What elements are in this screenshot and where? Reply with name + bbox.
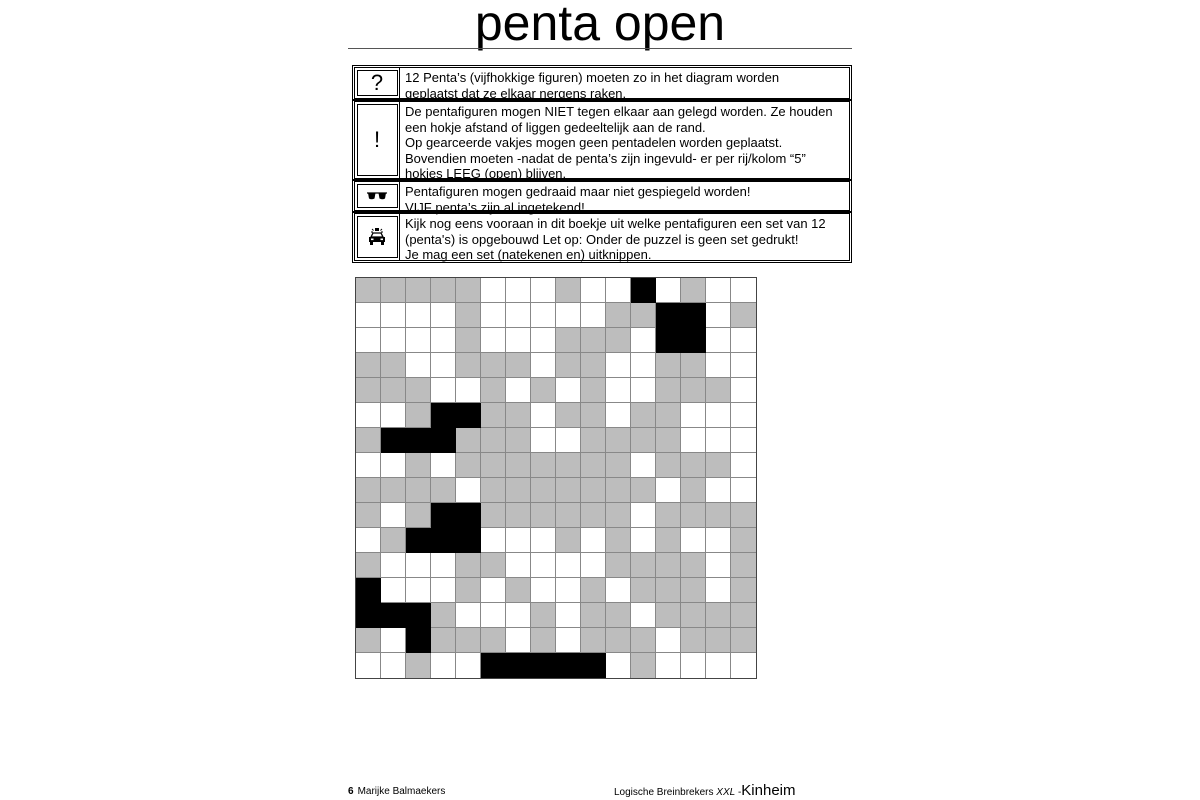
book-title: Logische Breinbrekers (614, 787, 717, 798)
instruction-text-rules: De pentafiguren mogen NIET tegen elkaar aan gelegd worden. Ze houden een hokje afstand of liggen gedeeltelijk aan de rand. Op gearceerde vakjes mogen geen pentadelen worden geplaatst. Bovendien moeten -nadat de penta’s zijn ingevuld- er per rij/kolom “5” hokjes LEEG (open) blijven. (405, 104, 833, 181)
grid-cell-penta[interactable] (356, 603, 381, 628)
grid-cell-open[interactable] (531, 278, 556, 303)
grid-cell-open[interactable] (731, 453, 756, 478)
grid-cell-shaded[interactable] (506, 353, 531, 378)
grid-cell-open[interactable] (506, 378, 531, 403)
grid-cell-open[interactable] (706, 328, 731, 353)
grid-cell-shaded[interactable] (431, 603, 456, 628)
grid-cell-shaded[interactable] (506, 453, 531, 478)
grid-cell-open[interactable] (606, 278, 631, 303)
grid-cell-open[interactable] (631, 328, 656, 353)
grid-cell-shaded[interactable] (681, 478, 706, 503)
grid-cell-open[interactable] (606, 353, 631, 378)
grid-cell-open[interactable] (481, 278, 506, 303)
grid-cell-shaded[interactable] (481, 503, 506, 528)
grid-cell-shaded[interactable] (706, 453, 731, 478)
grid-cell-shaded[interactable] (456, 453, 481, 478)
page-title: penta open (474, 0, 726, 51)
grid-cell-open[interactable] (706, 428, 731, 453)
grid-cell-shaded[interactable] (456, 328, 481, 353)
grid-cell-shaded[interactable] (706, 628, 731, 653)
grid-cell-shaded[interactable] (531, 478, 556, 503)
grid-cell-open[interactable] (556, 553, 581, 578)
grid-cell-penta[interactable] (456, 528, 481, 553)
grid-cell-shaded[interactable] (356, 478, 381, 503)
grid-cell-shaded[interactable] (381, 478, 406, 503)
grid-cell-open[interactable] (631, 503, 656, 528)
exclamation-mark-symbol: ! (373, 127, 381, 152)
grid-cell-shaded[interactable] (606, 303, 631, 328)
grid-cell-open[interactable] (456, 653, 481, 678)
grid-cell-open[interactable] (406, 578, 431, 603)
grid-cell-open[interactable] (556, 603, 581, 628)
grid-cell-open[interactable] (431, 653, 456, 678)
grid-cell-shaded[interactable] (681, 278, 706, 303)
question-mark-icon (355, 68, 400, 98)
grid-cell-open[interactable] (481, 303, 506, 328)
grid-cell-shaded[interactable] (356, 378, 381, 403)
grid-cell-open[interactable] (731, 403, 756, 428)
grid-cell-shaded[interactable] (581, 453, 606, 478)
grid-cell-shaded[interactable] (581, 428, 606, 453)
grid-cell-shaded[interactable] (456, 578, 481, 603)
grid-cell-open[interactable] (656, 628, 681, 653)
grid-cell-shaded[interactable] (631, 478, 656, 503)
author-name: Marijke Balmaekers (357, 786, 446, 797)
grid-cell-shaded[interactable] (606, 553, 631, 578)
grid-cell-shaded[interactable] (481, 478, 506, 503)
grid-cell-shaded[interactable] (731, 553, 756, 578)
grid-cell-shaded[interactable] (681, 378, 706, 403)
grid-cell-open[interactable] (531, 428, 556, 453)
grid-cell-open[interactable] (431, 378, 456, 403)
grid-cell-open[interactable] (531, 403, 556, 428)
grid-cell-open[interactable] (631, 453, 656, 478)
grid-cell-penta[interactable] (406, 428, 431, 453)
grid-cell-shaded[interactable] (731, 303, 756, 328)
grid-cell-shaded[interactable] (481, 628, 506, 653)
grid-cell-open[interactable] (706, 578, 731, 603)
instruction-row-goal (354, 67, 850, 99)
grid-cell-open[interactable] (681, 653, 706, 678)
grid-cell-shaded[interactable] (456, 353, 481, 378)
grid-cell-shaded[interactable] (606, 603, 631, 628)
publisher-name: Kinheim (741, 782, 796, 799)
grid-cell-shaded[interactable] (581, 378, 606, 403)
grid-cell-open[interactable] (506, 328, 531, 353)
grid-cell-shaded[interactable] (581, 578, 606, 603)
grid-cell-open[interactable] (731, 278, 756, 303)
grid-cell-shaded[interactable] (681, 353, 706, 378)
grid-cell-open[interactable] (731, 378, 756, 403)
grid-cell-penta[interactable] (381, 603, 406, 628)
grid-cell-shaded[interactable] (681, 453, 706, 478)
grid-cell-penta[interactable] (431, 528, 456, 553)
grid-cell-shaded[interactable] (406, 403, 431, 428)
grid-cell-shaded[interactable] (631, 653, 656, 678)
grid-cell-open[interactable] (481, 328, 506, 353)
grid-cell-open[interactable] (431, 453, 456, 478)
grid-cell-open[interactable] (406, 328, 431, 353)
grid-cell-shaded[interactable] (556, 278, 581, 303)
grid-cell-open[interactable] (531, 328, 556, 353)
grid-cell-open[interactable] (381, 578, 406, 603)
grid-cell-penta[interactable] (681, 303, 706, 328)
grid-cell-shaded[interactable] (506, 403, 531, 428)
grid-cell-open[interactable] (656, 278, 681, 303)
grid-cell-shaded[interactable] (506, 428, 531, 453)
grid-cell-penta[interactable] (356, 578, 381, 603)
grid-cell-shaded[interactable] (656, 353, 681, 378)
instruction-row-hint (354, 181, 850, 215)
grid-cell-shaded[interactable] (606, 528, 631, 553)
grid-cell-shaded[interactable] (606, 428, 631, 453)
grid-cell-shaded[interactable] (556, 353, 581, 378)
grid-cell-open[interactable] (356, 453, 381, 478)
grid-cell-shaded[interactable] (656, 378, 681, 403)
grid-cell-shaded[interactable] (731, 603, 756, 628)
grid-cell-shaded[interactable] (581, 328, 606, 353)
grid-cell-open[interactable] (381, 453, 406, 478)
page-number: 6 (348, 786, 354, 797)
grid-cell-penta[interactable] (506, 653, 531, 678)
grid-cell-open[interactable] (531, 303, 556, 328)
grid-cell-open[interactable] (706, 528, 731, 553)
grid-cell-shaded[interactable] (481, 453, 506, 478)
grid-cell-shaded[interactable] (631, 403, 656, 428)
grid-cell-open[interactable] (581, 303, 606, 328)
grid-cell-open[interactable] (531, 353, 556, 378)
grid-cell-shaded[interactable] (406, 503, 431, 528)
grid-cell-shaded[interactable] (406, 453, 431, 478)
grid-cell-open[interactable] (706, 303, 731, 328)
grid-cell-shaded[interactable] (456, 628, 481, 653)
grid-cell-open[interactable] (431, 353, 456, 378)
grid-cell-shaded[interactable] (556, 453, 581, 478)
grid-cell-shaded[interactable] (656, 528, 681, 553)
grid-cell-open[interactable] (506, 528, 531, 553)
grid-cell-open[interactable] (506, 278, 531, 303)
grid-cell-open[interactable] (681, 403, 706, 428)
grid-cell-open[interactable] (731, 653, 756, 678)
exclamation-mark-icon (355, 102, 400, 178)
grid-cell-open[interactable] (506, 303, 531, 328)
grid-cell-shaded[interactable] (681, 628, 706, 653)
grid-cell-open[interactable] (731, 428, 756, 453)
grid-cell-penta[interactable] (481, 653, 506, 678)
grid-cell-shaded[interactable] (406, 278, 431, 303)
grid-cell-open[interactable] (506, 628, 531, 653)
grid-cell-shaded[interactable] (456, 428, 481, 453)
police-car-icon (355, 214, 400, 260)
grid-cell-shaded[interactable] (531, 378, 556, 403)
grid-cell-open[interactable] (406, 553, 431, 578)
grid-cell-shaded[interactable] (656, 453, 681, 478)
grid-cell-shaded[interactable] (606, 328, 631, 353)
grid-cell-open[interactable] (481, 603, 506, 628)
grid-cell-shaded[interactable] (506, 478, 531, 503)
sunglasses-icon (355, 182, 400, 210)
footer-left (348, 786, 445, 797)
instruction-text-goal: 12 Penta’s (vijfhokkige figuren) moeten zo in het diagram worden geplaatst dat ze elkaar nergens raken. (405, 70, 780, 101)
grid-cell-shaded[interactable] (556, 478, 581, 503)
grid-cell-penta[interactable] (406, 603, 431, 628)
grid-cell-open[interactable] (581, 553, 606, 578)
grid-cell-open[interactable] (456, 378, 481, 403)
grid-cell-shaded[interactable] (481, 353, 506, 378)
grid-cell-open[interactable] (631, 528, 656, 553)
grid-cell-open[interactable] (356, 653, 381, 678)
grid-cell-open[interactable] (381, 403, 406, 428)
grid-cell-open[interactable] (381, 553, 406, 578)
grid-cell-shaded[interactable] (631, 303, 656, 328)
grid-cell-open[interactable] (356, 403, 381, 428)
grid-cell-shaded[interactable] (356, 628, 381, 653)
grid-cell-open[interactable] (356, 303, 381, 328)
grid-cell-open[interactable] (656, 653, 681, 678)
grid-cell-shaded[interactable] (556, 528, 581, 553)
grid-cell-shaded[interactable] (381, 378, 406, 403)
grid-cell-open[interactable] (581, 528, 606, 553)
book-title-suffix: XXL (716, 787, 736, 798)
grid-cell-penta[interactable] (431, 503, 456, 528)
grid-cell-open[interactable] (606, 403, 631, 428)
grid-cell-shaded[interactable] (556, 403, 581, 428)
grid-cell-open[interactable] (431, 303, 456, 328)
question-mark-symbol: ? (370, 70, 384, 95)
grid-cell-shaded[interactable] (681, 578, 706, 603)
grid-cell-open[interactable] (556, 628, 581, 653)
grid-cell-shaded[interactable] (406, 653, 431, 678)
grid-cell-open[interactable] (506, 553, 531, 578)
grid-cell-open[interactable] (706, 653, 731, 678)
grid-cell-open[interactable] (731, 353, 756, 378)
grid-cell-shaded[interactable] (531, 453, 556, 478)
grid-cell-penta[interactable] (431, 428, 456, 453)
grid-cell-open[interactable] (381, 628, 406, 653)
grid-cell-penta[interactable] (531, 653, 556, 678)
grid-cell-shaded[interactable] (581, 353, 606, 378)
grid-cell-shaded[interactable] (381, 353, 406, 378)
grid-cell-shaded[interactable] (706, 378, 731, 403)
grid-cell-open[interactable] (431, 328, 456, 353)
grid-cell-open[interactable] (456, 478, 481, 503)
grid-cell-open[interactable] (556, 303, 581, 328)
grid-cell-open[interactable] (706, 553, 731, 578)
grid-cell-shaded[interactable] (356, 428, 381, 453)
grid-cell-shaded[interactable] (506, 578, 531, 603)
grid-cell-shaded[interactable] (731, 628, 756, 653)
grid-cell-shaded[interactable] (631, 578, 656, 603)
grid-cell-shaded[interactable] (631, 553, 656, 578)
grid-cell-shaded[interactable] (581, 603, 606, 628)
grid-cell-shaded[interactable] (656, 578, 681, 603)
instruction-text-hint: Pentafiguren mogen gedraaid maar niet gespiegeld worden! VIJF penta’s zijn al ingetekend! (405, 184, 751, 215)
grid-cell-penta[interactable] (406, 528, 431, 553)
grid-cell-shaded[interactable] (456, 553, 481, 578)
grid-cell-penta[interactable] (431, 403, 456, 428)
grid-cell-shaded[interactable] (431, 478, 456, 503)
grid-cell-shaded[interactable] (731, 578, 756, 603)
grid-cell-shaded[interactable] (681, 603, 706, 628)
footer-right (614, 782, 796, 799)
grid-cell-open[interactable] (381, 503, 406, 528)
grid-cell-shaded[interactable] (581, 628, 606, 653)
grid-cell-shaded[interactable] (656, 503, 681, 528)
grid-cell-open[interactable] (431, 553, 456, 578)
grid-cell-open[interactable] (356, 528, 381, 553)
grid-cell-open[interactable] (406, 353, 431, 378)
grid-cell-shaded[interactable] (406, 378, 431, 403)
grid-cell-open[interactable] (531, 553, 556, 578)
grid-cell-open[interactable] (606, 653, 631, 678)
grid-cell-open[interactable] (631, 603, 656, 628)
grid-cell-shaded[interactable] (356, 278, 381, 303)
grid-cell-shaded[interactable] (606, 503, 631, 528)
grid-cell-shaded[interactable] (556, 503, 581, 528)
grid-cell-shaded[interactable] (431, 628, 456, 653)
grid-cell-shaded[interactable] (531, 628, 556, 653)
grid-cell-penta[interactable] (581, 653, 606, 678)
footer-separator: - (735, 787, 742, 798)
grid-cell-penta[interactable] (681, 328, 706, 353)
grid-cell-open[interactable] (456, 603, 481, 628)
grid-cell-open[interactable] (506, 603, 531, 628)
grid-cell-penta[interactable] (406, 628, 431, 653)
grid-cell-shaded[interactable] (731, 503, 756, 528)
grid-cell-open[interactable] (431, 578, 456, 603)
grid-cell-open[interactable] (381, 328, 406, 353)
grid-cell-open[interactable] (481, 528, 506, 553)
grid-cell-open[interactable] (681, 428, 706, 453)
grid-cell-shaded[interactable] (381, 528, 406, 553)
puzzle-grid[interactable] (355, 277, 757, 679)
grid-cell-open[interactable] (606, 578, 631, 603)
grid-cell-shaded[interactable] (681, 503, 706, 528)
grid-cell-shaded[interactable] (381, 278, 406, 303)
grid-cell-shaded[interactable] (456, 278, 481, 303)
grid-cell-shaded[interactable] (481, 378, 506, 403)
grid-cell-open[interactable] (706, 278, 731, 303)
grid-cell-shaded[interactable] (606, 628, 631, 653)
grid-cell-shaded[interactable] (356, 503, 381, 528)
grid-cell-shaded[interactable] (606, 478, 631, 503)
grid-cell-open[interactable] (731, 328, 756, 353)
grid-cell-open[interactable] (556, 378, 581, 403)
instruction-row-rules (354, 101, 850, 179)
grid-cell-shaded[interactable] (481, 553, 506, 578)
grid-cell-penta[interactable] (456, 503, 481, 528)
instruction-row-tip (354, 213, 850, 261)
grid-cell-shaded[interactable] (481, 403, 506, 428)
instruction-text-tip: Kijk nog eens vooraan in dit boekje uit welke pentafiguren een set van 12 (penta's) is opgebouwd Let op: Onder de puzzel is geen set gedrukt! Je mag een set (natekenen en) uitknippen. (405, 216, 826, 262)
grid-cell-shaded[interactable] (406, 478, 431, 503)
grid-cell-open[interactable] (681, 528, 706, 553)
grid-cell-open[interactable] (656, 478, 681, 503)
grid-cell-shaded[interactable] (506, 503, 531, 528)
grid-cell-open[interactable] (406, 303, 431, 328)
grid-cell-shaded[interactable] (531, 503, 556, 528)
grid-cell-open[interactable] (706, 353, 731, 378)
grid-cell-open[interactable] (381, 653, 406, 678)
grid-cell-open[interactable] (481, 578, 506, 603)
grid-cell-open[interactable] (531, 528, 556, 553)
grid-cell-shaded[interactable] (656, 553, 681, 578)
grid-cell-shaded[interactable] (356, 553, 381, 578)
grid-cell-shaded[interactable] (606, 453, 631, 478)
grid-cell-open[interactable] (606, 378, 631, 403)
grid-cell-shaded[interactable] (356, 353, 381, 378)
grid-cell-penta[interactable] (631, 278, 656, 303)
grid-cell-shaded[interactable] (656, 603, 681, 628)
grid-cell-open[interactable] (381, 303, 406, 328)
grid-cell-shaded[interactable] (706, 603, 731, 628)
grid-cell-open[interactable] (356, 328, 381, 353)
grid-cell-shaded[interactable] (556, 328, 581, 353)
grid-cell-shaded[interactable] (731, 528, 756, 553)
grid-cell-shaded[interactable] (706, 503, 731, 528)
grid-cell-shaded[interactable] (531, 603, 556, 628)
grid-cell-shaded[interactable] (681, 553, 706, 578)
grid-cell-open[interactable] (706, 478, 731, 503)
grid-cell-penta[interactable] (556, 653, 581, 678)
grid-cell-shaded[interactable] (656, 428, 681, 453)
grid-cell-penta[interactable] (656, 328, 681, 353)
grid-cell-shaded[interactable] (656, 403, 681, 428)
grid-cell-open[interactable] (581, 278, 606, 303)
grid-cell-shaded[interactable] (431, 278, 456, 303)
grid-cell-open[interactable] (556, 578, 581, 603)
grid-cell-shaded[interactable] (631, 428, 656, 453)
grid-cell-shaded[interactable] (631, 628, 656, 653)
grid-cell-open[interactable] (731, 478, 756, 503)
grid-cell-open[interactable] (631, 378, 656, 403)
grid-cell-penta[interactable] (656, 303, 681, 328)
grid-cell-shaded[interactable] (456, 303, 481, 328)
grid-cell-shaded[interactable] (481, 428, 506, 453)
title-divider (348, 48, 852, 49)
grid-cell-shaded[interactable] (581, 503, 606, 528)
grid-cell-penta[interactable] (381, 428, 406, 453)
grid-cell-open[interactable] (556, 428, 581, 453)
grid-cell-open[interactable] (631, 353, 656, 378)
grid-cell-penta[interactable] (456, 403, 481, 428)
grid-cell-shaded[interactable] (581, 403, 606, 428)
grid-cell-open[interactable] (706, 403, 731, 428)
grid-cell-shaded[interactable] (581, 478, 606, 503)
grid-cell-open[interactable] (531, 578, 556, 603)
